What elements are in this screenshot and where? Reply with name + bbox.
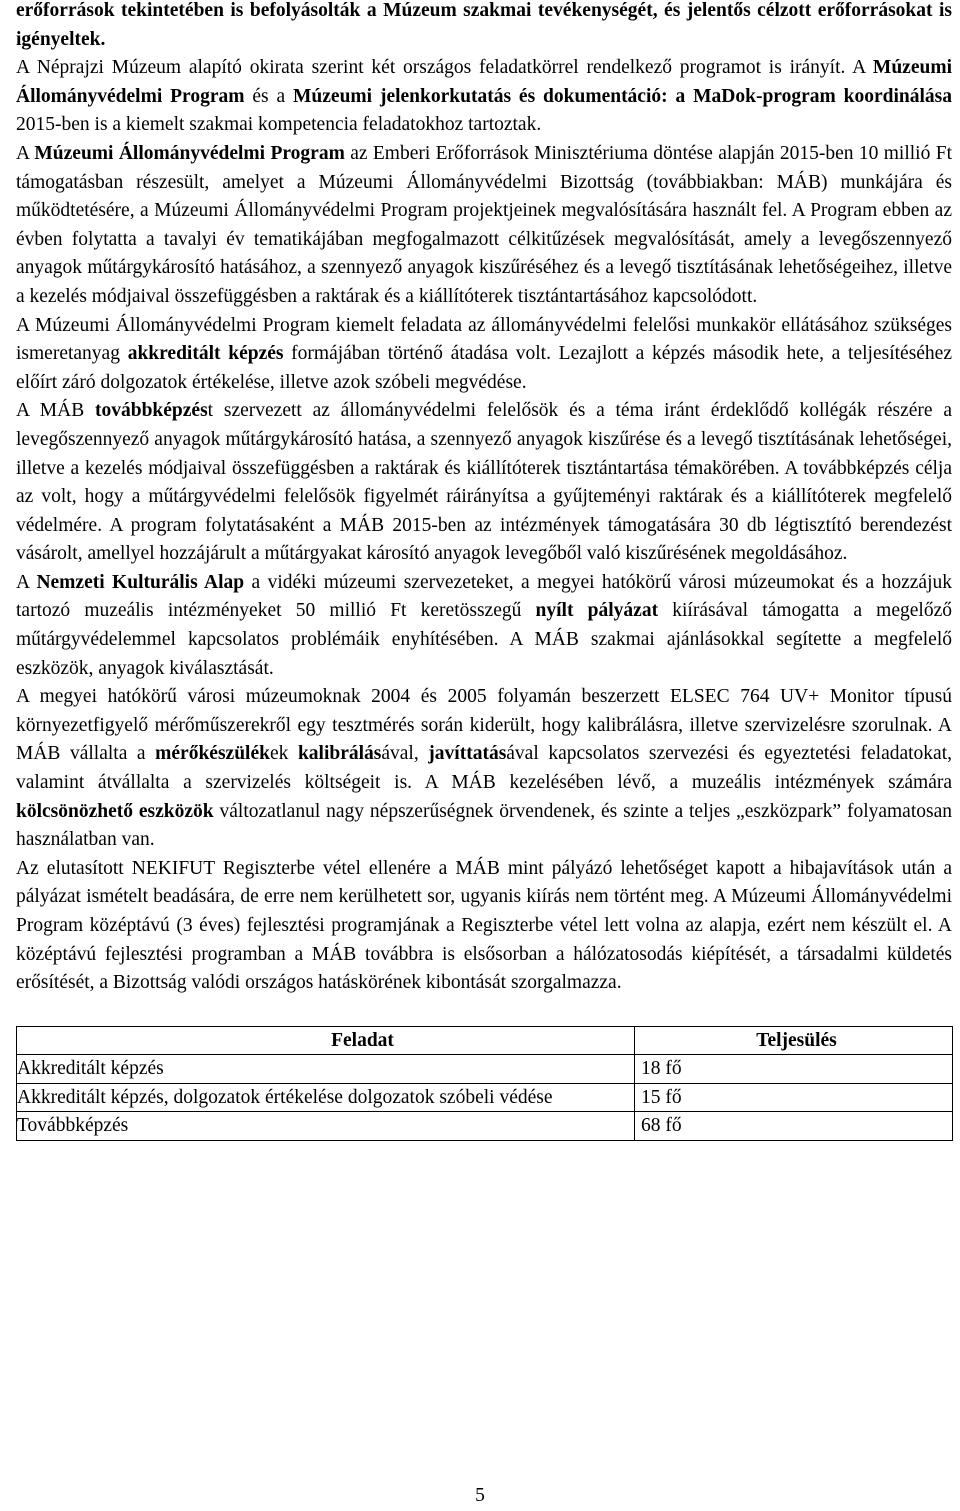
page-number: 5 <box>475 1485 485 1506</box>
bold-text: erőforrások tekintetében is befolyásolták a Múzeum szakmai tevékenységét, és jelentős célzott erőforrásokat is igényeltek. <box>16 0 952 50</box>
table-header-task: Feladat <box>17 1026 635 1055</box>
bold-text: javíttatás <box>428 743 507 765</box>
bold-text: Nemzeti Kulturális Alap <box>36 571 245 593</box>
text-run: A MÁB <box>16 400 95 422</box>
table-cell-result: 15 fő <box>635 1083 953 1112</box>
bold-text: akkreditált képzés <box>127 343 284 365</box>
paragraph <box>16 683 952 855</box>
table-row <box>17 1112 953 1141</box>
text-run: 2015-ben is a kiemelt szakmai kompetencia feladatokhoz tartoztak. <box>16 114 542 136</box>
paragraph <box>16 312 952 398</box>
text-run: A <box>16 142 35 164</box>
table-row <box>17 1055 953 1084</box>
table-header-row <box>17 1026 953 1055</box>
text-run: változatlanul nagy népszerűségnek örvendenek, és szinte a teljes „eszközpark” folyamatosan használatban van. <box>16 800 952 851</box>
spacer <box>16 998 952 1026</box>
text-run: kiírásával támogatta a megelőző műtárgyvédelemmel kapcsolatos problémáik enyhítésében. A MÁB szakmai ajánlásokkal segítette a megfelelő eszközök, anyagok kiválasztását. <box>16 600 952 679</box>
table-header-result: Teljesülés <box>635 1026 953 1055</box>
table-cell-task: Továbbképzés <box>17 1112 635 1141</box>
text-run: Az elutasított NEKIFUT Regiszterbe vétel ellenére a MÁB mint pályázó lehetőséget kapott a hibajavítások után a pályázat ismételt beadására, de erre nem kerülhetett sor, ugyanis kiírás nem történt meg. A Múzeumi Állományvédelmi Program középtávú (3 éves) fejlesztési programjának a Regiszterbe vétel lett volna az alapja, ezért nem készült el. A középtávú fejlesztési programban a MÁB továbbra is elsősorban a hálózatosodás kiépítését, a társadalmi küldetés erősítését, a Bizottság valódi országos hatáskörének kibontását szorgalmazza. <box>16 857 952 994</box>
paragraph <box>16 140 952 312</box>
bold-text: Múzeumi Állományvédelmi Program <box>34 142 345 164</box>
table-cell-result: 18 fő <box>635 1055 953 1084</box>
text-run: A megyei hatókörű városi múzeumoknak 2004 és 2005 folyamán beszerzett ELSEC 764 UV+ Monitor típusú környezetfigyelő mérőműszerekről egy tesztmérés során kiderült, hogy kalibrálásra, illetve szervizelésre szorulnak. A MÁB vállalta a <box>16 686 952 765</box>
text-run: és a <box>244 85 294 107</box>
bold-text: kalibrálás <box>297 743 382 765</box>
text-run: A <box>16 571 37 593</box>
table-cell-result: 68 fő <box>635 1112 953 1141</box>
text-run: ával kapcsolatos szervezési és egyeztetési feladatokat, valamint átvállalta a szervizelés költségeit is. A MÁB kezelésében lévő, a muzeális intézmények számára <box>16 743 953 794</box>
paragraph <box>16 855 952 998</box>
text-run: az Emberi Erőforrások Minisztériuma döntése alapján 2015-ben 10 millió Ft támogatásban részesült, amelyet a Múzeumi Állományvédelmi Bizottság (továbbiakban: MÁB) munkájára és működtetésére, a Múzeumi Állományvédelmi Program projektjeinek megvalósítására használt fel. A Program ebben az évben folytatta a tavalyi év tematikájában megfogalmazott célkitűzések megvalósítását, amely a levegőszennyező anyagok műtárgykárosító hatásához, a szennyező anyagok kiszűréséhez és a levegő tisztításának lehetőségeihez, illetve a kezelés módjaival összefüggésben a raktárak és a kiállítóterek tisztántartásához kapcsolódott. <box>16 142 952 307</box>
paragraph <box>16 397 952 569</box>
text-run: ával, <box>381 743 429 765</box>
paragraph <box>16 0 952 54</box>
paragraph <box>16 54 952 140</box>
text-run: ek <box>269 743 298 765</box>
bold-text: továbbképzés <box>94 400 208 422</box>
text-run: A Múzeumi Állományvédelmi Program kiemelt feladata az állományvédelmi felelősi munkakör ellátásához szükséges ismeretanyag <box>16 314 952 365</box>
text-run: formájában történő átadása volt. Lezajlott a képzés második hete, a teljesítéséhez előírt záró dolgozatok értékelése, illetve azok szóbeli megvédése. <box>16 343 952 393</box>
bold-text: mérőkészülék <box>155 743 270 765</box>
bold-text: nyílt pályázat <box>535 600 659 622</box>
text-run: t szervezett az állományvédelmi felelősök és a téma iránt érdeklődő kollégák részére a levegőszennyező anyagok műtárgykárosító hatása, a szennyező anyagok kiszűrése és a levegő tisztításának lehetőségei, illetve a kezelés módjaival összefüggésben a raktárak és kiállítóterek tisztántartása témakörében. A továbbképzés célja az volt, hogy a műtárgyvédelmi felelősök figyelmét ráirányítsa a gyűjteményi raktárak és a kiállítóterek megfelelő védelmére. A program folytatásaként a MÁB 2015-ben az intézmények támogatására 30 db légtisztító berendezést vásárolt, amellyel hozzájárult a műtárgyakat károsító anyagok levegőből való kiszűrésének megoldásához. <box>16 400 952 565</box>
document-page <box>16 0 952 1141</box>
bold-text: Múzeumi jelenkorkutatás és dokumentáció: a MaDok-program koordinálása <box>293 85 952 107</box>
results-table <box>16 1026 953 1141</box>
paragraph <box>16 569 952 683</box>
bold-text: Múzeumi Állományvédelmi Program <box>16 57 952 107</box>
text-run: A Néprajzi Múzeum alapító okirata szerint két országos feladatkörrel rendelkező programot is irányít. A <box>16 57 873 79</box>
bold-text: kölcsönözhető eszközök <box>16 800 214 822</box>
table-row <box>17 1083 953 1112</box>
table-cell-task: Akkreditált képzés, dolgozatok értékelése dolgozatok szóbeli védése <box>17 1083 635 1112</box>
text-run: a vidéki múzeumi szervezeteket, a megyei hatókörű városi múzeumokat és a hozzájuk tartozó muzeális intézményeket 50 millió Ft keretösszegű <box>16 571 953 622</box>
table-cell-task: Akkreditált képzés <box>17 1055 635 1084</box>
body-text <box>16 0 952 998</box>
